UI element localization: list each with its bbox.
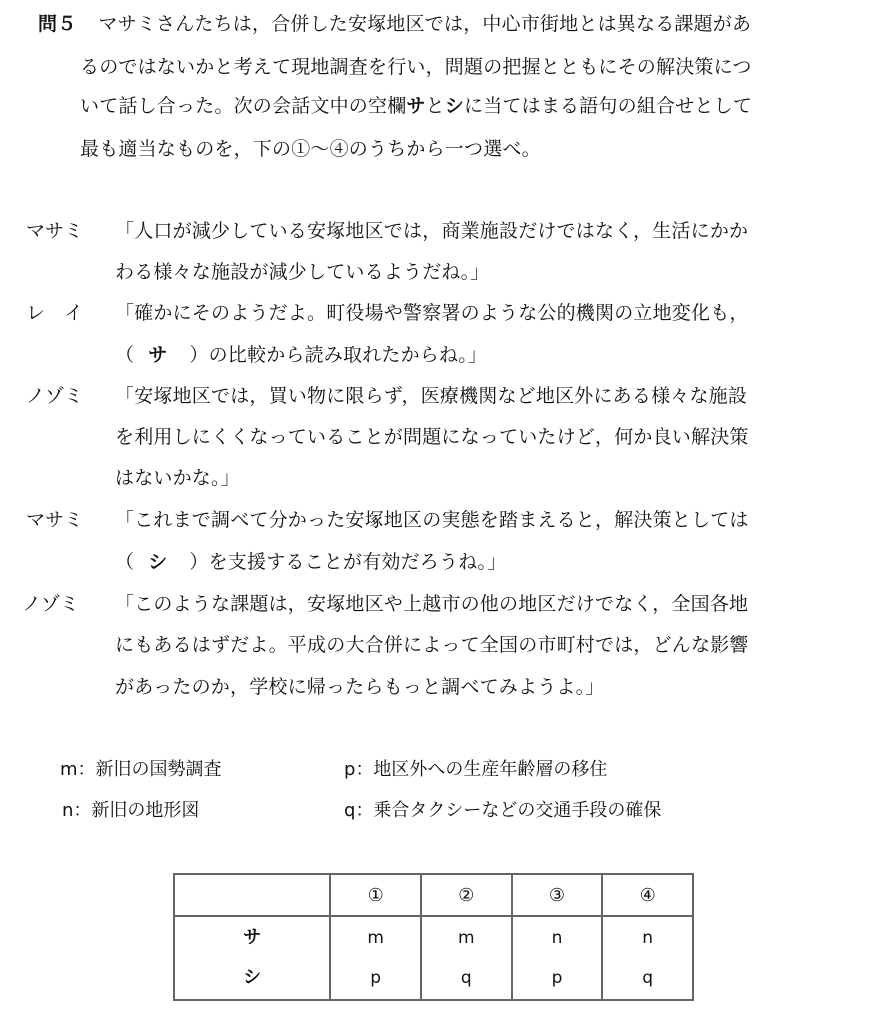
choice-1-header: ①	[330, 874, 421, 916]
choice-3-shi: p	[551, 968, 563, 988]
row-labels-cell	[174, 916, 330, 1000]
option-text: ：乗合タクシーなどの交通手段の確保	[355, 800, 662, 821]
question-line-1	[38, 12, 751, 36]
question-text-1: マサミさんたちは，合併した安塚地区では，中心市街地とは異なる課題があ	[98, 13, 752, 35]
choice-1-cell	[330, 916, 421, 1000]
option-text: ：地区外への生産年齢層の移住	[355, 759, 608, 780]
choice-1-sa: m	[367, 928, 384, 948]
speaker-name: マサミ	[26, 509, 84, 531]
dialogue-text: ）の比較から読み取れたからね。」	[189, 344, 488, 366]
dialogue-line: 「このような課題は，安塚地区や上越市の他の地区だけでなく，全国各地	[115, 593, 749, 615]
dialogue-text: ）を支援することが有効だろうね。」	[189, 551, 507, 573]
choice-3-cell	[512, 916, 603, 1000]
choice-2-sa: m	[458, 928, 475, 948]
blank-sa: サ	[148, 344, 168, 366]
dialogue-line: 「人口が減少している安塚地区では，商業施設だけではなく，生活にかか	[115, 220, 749, 242]
blank-open-paren: （	[115, 344, 135, 366]
row-label-shi: シ	[243, 967, 262, 988]
option-key: m	[60, 759, 78, 780]
option-m	[60, 758, 222, 782]
choice-4-shi: q	[642, 968, 654, 988]
dialogue-line	[115, 550, 506, 574]
option-key: p	[344, 759, 356, 780]
table-header-cell	[174, 874, 330, 916]
speaker-name: レ イ	[26, 302, 84, 324]
question-number: 問５	[38, 13, 77, 35]
choice-2-header: ②	[421, 874, 512, 916]
blank-shi-label: シ	[444, 95, 465, 117]
blank-shi: シ	[148, 551, 168, 573]
dialogue-line: わる様々な施設が減少しているようだね。」	[115, 261, 490, 283]
choice-1-shi: p	[370, 968, 382, 988]
question-text-3-end: に当てはまる語句の組合せとして	[464, 95, 753, 117]
dialogue-line: 「これまで調べて分かった安塚地区の実態を踏まえると，解決策としては	[115, 509, 749, 531]
table-row	[174, 916, 693, 1000]
speaker-name: ノゾミ	[26, 385, 84, 407]
choice-2-cell	[421, 916, 512, 1000]
question-line-2: るのではないかと考えて現地調査を行い，問題の把握とともにその解決策につ	[80, 56, 752, 78]
option-key: n	[62, 800, 74, 821]
option-text: ：新旧の国勢調査	[77, 759, 222, 780]
blank-sa-label: サ	[406, 95, 426, 117]
dialogue-line: 「確かにそのようだよ。町役場や警察署のような公的機関の立地変化も，	[115, 302, 749, 324]
choice-4-cell	[602, 916, 693, 1000]
option-text: ：新旧の地形図	[73, 800, 200, 821]
choice-3-sa: n	[551, 928, 563, 948]
speaker-name: ノゾミ	[22, 593, 80, 615]
row-label-sa: サ	[243, 927, 262, 948]
option-key: q	[344, 800, 356, 821]
question-line-4: 最も適当なものを，下の①～④のうちから一つ選べ。	[80, 138, 541, 160]
blank-open-paren: （	[115, 551, 135, 573]
option-q	[344, 799, 661, 823]
answer-table	[173, 873, 694, 1001]
dialogue-line: はないかな。」	[115, 467, 240, 489]
option-p	[344, 758, 607, 782]
question-text-3: いて話し合った。次の会話文中の空欄	[80, 95, 407, 117]
choice-4-sa: n	[642, 928, 654, 948]
dialogue-line: にもあるはずだよ。平成の大合併によって全国の市町村では，どんな影響	[115, 634, 749, 656]
dialogue-line	[115, 343, 487, 367]
dialogue-line: があったのか，学校に帰ったらもっと調べてみようよ。」	[115, 676, 605, 698]
question-line-3	[80, 94, 752, 118]
choice-4-header: ④	[602, 874, 693, 916]
choice-2-shi: q	[460, 968, 472, 988]
option-n	[62, 799, 199, 823]
dialogue-line: 「安塚地区では，買い物に限らず，医療機関など地区外にある様々な施設	[115, 385, 748, 407]
choice-3-header: ③	[512, 874, 603, 916]
table-header-row	[174, 874, 693, 916]
question-text-3-mid: と	[425, 95, 445, 117]
speaker-name: マサミ	[26, 220, 84, 242]
dialogue-line: を利用しにくくなっていることが問題になっていたけど，何か良い解決策	[115, 426, 749, 448]
